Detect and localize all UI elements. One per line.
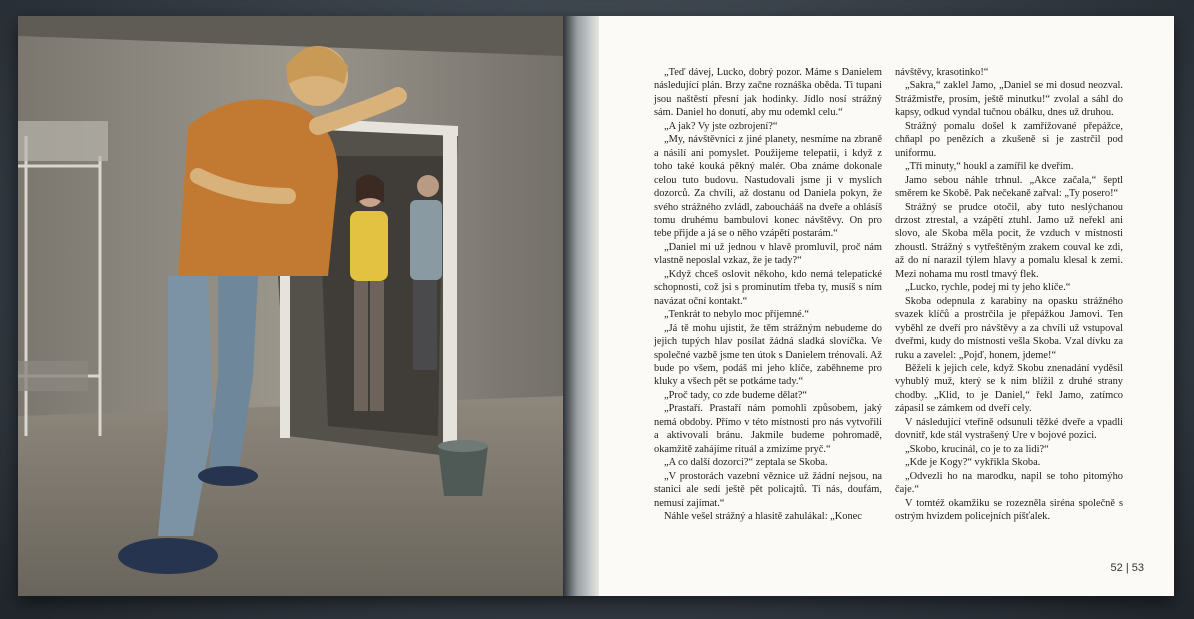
book-gutter bbox=[563, 16, 599, 596]
book-spread bbox=[18, 16, 1174, 596]
paragraph: Strážný pomalu došel k zamřížované přepážce, chňapl po penězích a zkušeně si je zastrčil pod uniformu. bbox=[895, 120, 1123, 159]
text-page bbox=[599, 16, 1174, 596]
paragraph: „Já tě mohu ujistit, že těm strážným nebudeme do jejich tupých hlav posílat žádná sladká slovíčka. Ve společné vazbě jsme ten útok s Danielem trénovali. Až bude po všem, podáš mi jeho klíče, zaběhneme pro kluky a všech pět se potkáme tady.“ bbox=[654, 322, 882, 388]
paragraph: Strážný se prudce otočil, aby tuto neslýchanou drzost ztrestal, a vzápětí ztuhl. Jamo už neřekl ani slovo, ale Skoba měla pocit, že vzduch v místnosti zhoustl. Strážný s vytřeštěným zrakem couval ke zdi, až do ní narazil týlem hlavy a pomalu klesal k zemi. Mezi nohama mu rostl tmavý flek. bbox=[895, 201, 1123, 280]
text-column-right bbox=[895, 66, 1123, 523]
text-column-left bbox=[654, 66, 882, 523]
paragraph: Jamo sebou náhle trhnul. „Akce začala,“ šeptl směrem ke Skobě. Pak nečekaně zařval: „Ty posero!“ bbox=[895, 174, 1123, 200]
bucket bbox=[438, 440, 488, 496]
paragraph: „Tenkrát to nebylo moc příjemné.“ bbox=[664, 309, 809, 321]
paragraph: „A co další dozorci?“ zeptala se Skoba. bbox=[664, 457, 828, 469]
paragraph: Běželi k jejich cele, když Skobu znenadání vyděsil vyhublý muž, který se k nim blížil z druhé strany chodby. „Klid, to je Daniel,“ řekl Jamo, zatímco zápasil se zámkem od dveří cely. bbox=[895, 362, 1123, 415]
paragraph: „A jak? Vy jste ozbrojení?“ bbox=[664, 120, 778, 132]
paragraph: „Daniel mi už jednou v hlavě promluvil, proč nám vlastně neposlal vzkaz, že je tady?“ bbox=[654, 241, 882, 267]
paragraph: „Prastaří. Prastaří nám pomohli způsobem, jaký nemá obdoby. Přímo v této místnosti pro nás vytvořili a aktivovali bránu. Jakmile budeme pohromadě, okamžitě zahájíme rituál a zmizíme pryč.“ bbox=[654, 403, 882, 455]
paragraph: V tomtéž okamžiku se rozezněla siréna společně s ostrým hvizdem policejních píšťalek. bbox=[895, 497, 1123, 522]
paragraph: „V prostorách vazební věznice už žádní nejsou, na stanici ale sedí ještě pět policajtů. Ti nás, doufám, nemusí zajímat.“ bbox=[654, 470, 882, 509]
paragraph: Náhle vešel strážný a hlasitě zahulákal: „Konec bbox=[664, 510, 862, 522]
paragraph: „Sakra,“ zaklel Jamo, „Daniel se mi dosud neozval. Strážmistře, prosím, ještě minutku!“ zvolal a sáhl do kapsy, odkud vyndal tučnou obálku, dnes už druhou. bbox=[895, 80, 1123, 119]
paragraph: V následující vteřině odsunuli těžké dveře a vpadli dovnitř, kde stál vystrašený Ure v bojové pozici. bbox=[895, 416, 1123, 442]
paragraph: Skoba odepnula z karabiny na opasku strážného svazek klíčů a prostrčila je přepážkou Jamovi. Ten vyběhl ze dveří pro návštěvy a za chvíli už vstupoval dveřmi, kudy do místnosti vešla Skoba. Vzal dívku za ruku a zavelel: „Pojď, honem, jdeme!“ bbox=[895, 295, 1123, 361]
paragraph: „Když chceš oslovit někoho, kdo nemá telepatické schopnosti, což jsi s prominutím třeba ty, musíš s ním navázat oční kontakt.“ bbox=[654, 268, 882, 307]
paragraph: „Odvezli ho na marodku, napil se toho pitomýho čaje.“ bbox=[895, 470, 1123, 496]
paragraph: „Tři minuty,“ houkl a zamířil ke dveřím. bbox=[905, 161, 1074, 173]
paragraph: „My, návštěvníci z jiné planety, nesmíme na zbraně a násilí ani pomyslet. Použijeme telepatii, i když z toho také kouká pěkný malér. Oba známe dokonale celou tuto budovu. Nastudovali jsme ji v myslích dozorců. Za chvíli, až dostanu od Daniela pokyn, že svého strážného zvládl, zabouchááš na dveře a ohlásíš tomu druhému bambulovi konec návštěvy. On pro tebe přijde a já se o něho vzápětí postarám.“ bbox=[654, 134, 882, 240]
paragraph: návštěvy, krasotinko!“ bbox=[895, 67, 989, 78]
paragraph: „Kde je Kogy?“ vykřikla Skoba. bbox=[905, 457, 1041, 469]
illustration-prison-cell-scene bbox=[18, 16, 563, 596]
paragraph: „Teď dávej, Lucko, dobrý pozor. Máme s Danielem následující plán. Brzy začne roznáška oběda. Ti tupani jsou naštěstí přesní jak hodinky. Jídlo nosí strážný sám. Daniel ho donutí, aby mu odemkl celu.“ bbox=[654, 67, 882, 119]
paragraph: „Lucko, rychle, podej mi ty jeho klíče.“ bbox=[905, 282, 1071, 294]
page-numbers: 52 | 53 bbox=[1110, 562, 1144, 574]
paragraph: „Proč tady, co zde budeme dělat?“ bbox=[664, 389, 807, 401]
paragraph: „Skobo, krucinál, co je to za lidi?“ bbox=[905, 443, 1049, 455]
illustration-page bbox=[18, 16, 563, 596]
